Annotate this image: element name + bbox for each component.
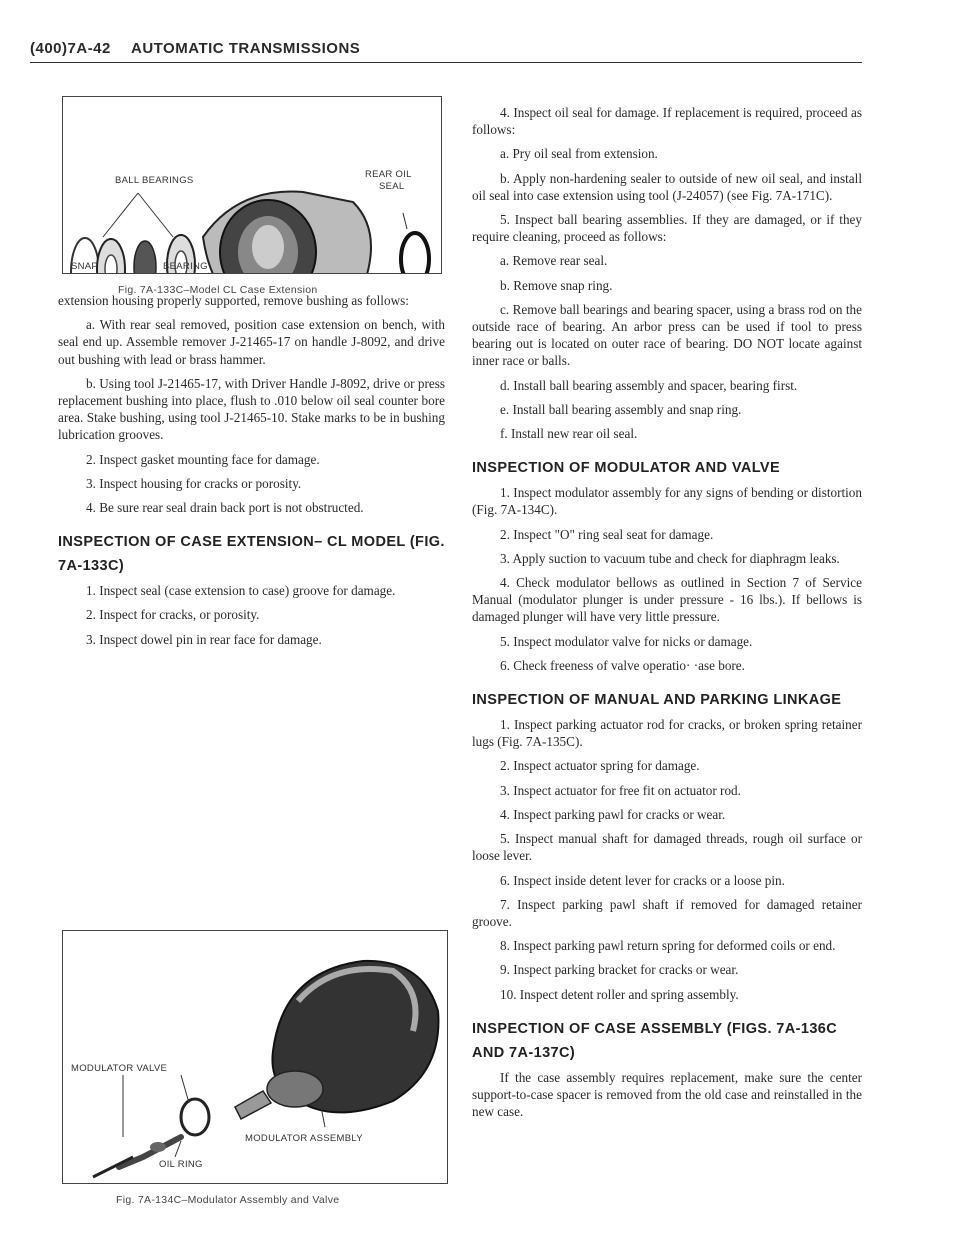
paragraph: b. Apply non-hardening sealer to outside of new oil seal, and install oil seal into case extension using tool (J-24057) (see Fig. 7A-171C). [472, 170, 862, 203]
paragraph: 4. Be sure rear seal drain back port is not obstructed. [86, 500, 364, 516]
paragraph: 4. Inspect parking pawl for cracks or wear. [500, 806, 726, 822]
label-modulator-assembly: MODULATOR ASSEMBLY [245, 1133, 363, 1144]
paragraph: b. Using tool J-21465-17, with Driver Handle J-8092, drive or press replacement bushing into place, flush to .010 below oil seal counter bore area. Stake bushing, using tool J-21465-10. Stake marks to be in bushing lubrication grooves. [58, 375, 445, 443]
paragraph: 5. Inspect ball bearing assemblies. If they are damaged, or if they require cleaning, proceed as follows: [472, 212, 862, 245]
paragraph: 4. Check modulator bellows as outlined in Section 7 of Service Manual (modulator plunger is under pressure - 16 lbs.). If bellows is damaged plunger will have very little pressure. [472, 575, 862, 625]
label-rear-oil: REAR OIL [365, 169, 412, 180]
label-ball-bearings: BALL BEARINGS [115, 175, 194, 186]
paragraph: c. Remove ball bearings and bearing spacer, using a brass rod on the outside race of bearing. An arbor press can be used if tool to press bearing out is located on outer race of bearing. DO NOT locate against inner race or balls. [472, 301, 862, 369]
section-heading-case-assembly: INSPECTION OF CASE ASSEMBLY (FIGS. 7A-136C AND 7A-137C) [472, 1020, 838, 1061]
paragraph: If the case assembly requires replacement, make sure the center support-to-case spacer is removed from the old case and reinstalled in the new case. [472, 1069, 862, 1120]
figure1-caption: Fig. 7A-133C–Model CL Case Extension [118, 284, 318, 296]
right-column [472, 104, 862, 1127]
section-heading-modulator: INSPECTION OF MODULATOR AND VALVE [472, 460, 781, 477]
case-extension-illustration [63, 97, 441, 273]
paragraph: 4. Inspect oil seal for damage. If replacement is required, proceed as follows: [472, 105, 862, 138]
page-code: (400)7A-42 [30, 40, 111, 57]
paragraph: 6. Check freeness of valve operatio· ·ase bore. [500, 657, 745, 673]
paragraph: e. Install ball bearing assembly and snap ring. [500, 401, 742, 417]
paragraph: 9. Inspect parking bracket for cracks or wear. [500, 962, 739, 978]
label-oil-ring: OIL RING [159, 1159, 203, 1170]
paragraph: 1. Inspect modulator assembly for any signs of bending or distortion (Fig. 7A-134C). [472, 485, 862, 518]
section-heading-case-extension: INSPECTION OF CASE EXTENSION– CL MODEL (FIG. 7A-133C) [58, 534, 445, 575]
modulator-illustration [63, 931, 447, 1183]
parts-drawing [71, 192, 429, 273]
paragraph: 1. Inspect parking actuator rod for cracks, or broken spring retainer lugs (Fig. 7A-135C). [472, 717, 862, 750]
label-seal: SEAL [379, 181, 405, 192]
paragraph: 5. Inspect modulator valve for nicks or damage. [500, 633, 753, 649]
paragraph: 5. Inspect manual shaft for damaged threads, rough oil surface or loose lever. [472, 831, 862, 864]
left-column [58, 292, 445, 655]
page-header [30, 40, 862, 63]
figure2-caption: Fig. 7A-134C–Modulator Assembly and Valve [116, 1194, 340, 1206]
label-bearing: BEARING [163, 261, 208, 272]
figure-case-extension [62, 96, 442, 274]
paragraph: 3. Inspect dowel pin in rear face for damage. [86, 631, 322, 647]
paragraph: 2. Inspect actuator spring for damage. [500, 758, 700, 774]
paragraph: f. Install new rear oil seal. [500, 426, 638, 442]
paragraph: a. With rear seal removed, position case extension on bench, with seal end up. Assemble remover J-21465-17 on handle J-8092, and drive out bushing with lead or brass hammer. [58, 317, 445, 367]
label-modulator-valve: MODULATOR VALVE [71, 1063, 168, 1074]
paragraph: b. Remove snap ring. [500, 277, 613, 293]
paragraph: 7. Inspect parking pawl shaft if removed for damaged retainer groove. [472, 896, 862, 929]
paragraph: a. Remove rear seal. [500, 253, 608, 269]
paragraph: a. Pry oil seal from extension. [500, 146, 658, 162]
paragraph: 6. Inspect inside detent lever for cracks or a loose pin. [500, 872, 785, 888]
section-title: AUTOMATIC TRANSMISSIONS [131, 40, 361, 57]
paragraph: 8. Inspect parking pawl return spring for deformed coils or end. [500, 938, 836, 954]
paragraph: 2. Inspect for cracks, or porosity. [86, 607, 260, 623]
paragraph: 3. Inspect actuator for free fit on actuator rod. [500, 782, 741, 798]
paragraph: 2. Inspect "O" ring seal seat for damage. [500, 526, 714, 542]
paragraph: 10. Inspect detent roller and spring assembly. [500, 986, 739, 1002]
figure-modulator [62, 930, 448, 1184]
paragraph: 1. Inspect seal (case extension to case) groove for damage. [86, 583, 396, 599]
paragraph: 3. Apply suction to vacuum tube and check for diaphragm leaks. [500, 550, 840, 566]
section-heading-linkage: INSPECTION OF MANUAL AND PARKING LINKAGE [472, 692, 842, 709]
label-snap-text: SNAP [71, 261, 99, 272]
paragraph: extension housing properly supported, remove bushing as follows: [58, 293, 409, 308]
paragraph: 3. Inspect housing for cracks or porosity. [86, 475, 302, 491]
paragraph: 2. Inspect gasket mounting face for damage. [86, 451, 320, 467]
paragraph: d. Install ball bearing assembly and spacer, bearing first. [500, 377, 798, 393]
